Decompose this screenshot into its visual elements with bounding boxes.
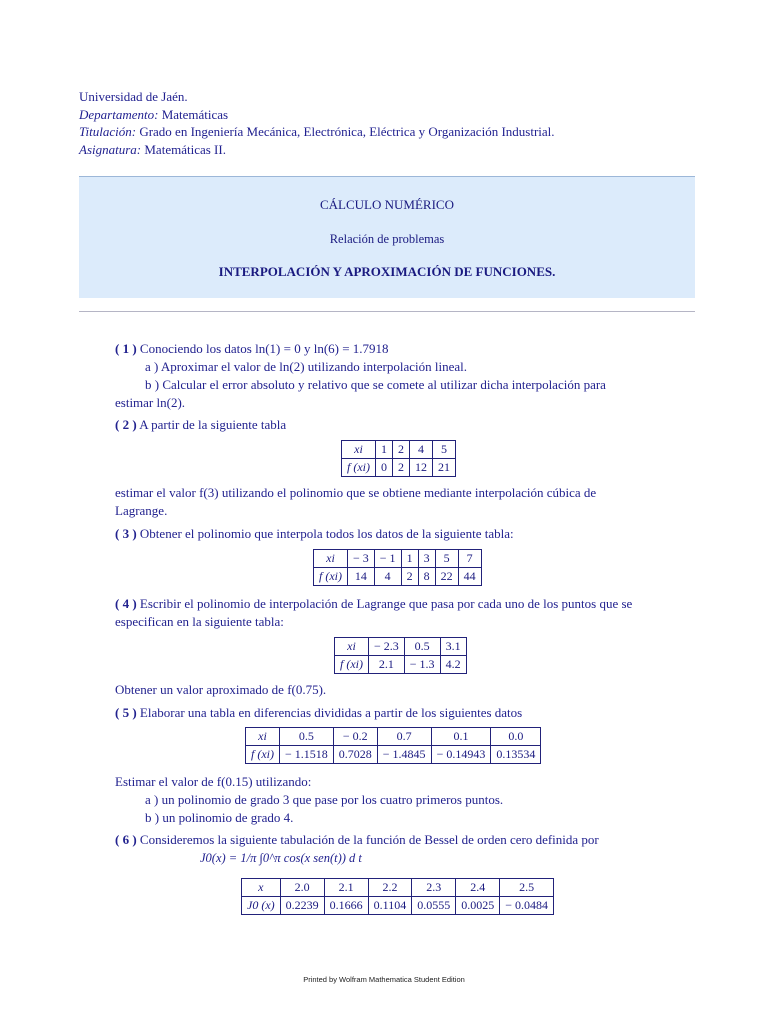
- cell-x-5: 2.5: [500, 879, 554, 897]
- subject-label: Asignatura:: [79, 141, 142, 157]
- cell-x-2: 0.7: [377, 728, 431, 746]
- cell-x-2: 1: [401, 550, 418, 568]
- degree-value: Grado en Ingeniería Mecánica, Electrónica, Eléctrica y Organización Industrial.: [139, 124, 555, 139]
- cell-f-0: − 1.1518: [280, 746, 334, 764]
- table-row: [342, 459, 456, 477]
- cell-x-2: 2.2: [368, 879, 412, 897]
- row-header-x: x: [242, 879, 281, 897]
- banner-topic: INTERPOLACIÓN Y APROXIMACIÓN DE FUNCIONES.: [218, 264, 556, 279]
- problem-5-text: Elaborar una tabla en diferencias divididas a partir de los siguientes datos: [136, 705, 523, 720]
- table-row: [242, 897, 554, 915]
- problem-6-number: ( 6 ): [115, 832, 137, 847]
- problem-4-after-text: Obtener un valor aproximado de f(0.75).: [115, 682, 327, 697]
- row-header-f: f (xi): [314, 568, 348, 586]
- cell-x-4: 0.0: [491, 728, 541, 746]
- cell-x-3: 0.1: [431, 728, 491, 746]
- problem-2-text: A partir de la siguiente tabla: [136, 417, 287, 432]
- table-problem-2: [341, 440, 456, 477]
- cell-x-1: − 1: [374, 550, 401, 568]
- cell-x-2: 4: [410, 441, 433, 459]
- problem-1: [115, 340, 660, 412]
- cell-f-0: 0.2239: [280, 897, 324, 915]
- problem-4-text: Escribir el polinomio de interpolación de Lagrange que pasa por cada uno de los puntos que se: [136, 596, 633, 611]
- university-line: Universidad de Jaén.: [79, 89, 188, 104]
- problem-5: [115, 704, 660, 722]
- row-header-x: xi: [335, 638, 369, 656]
- cell-x-0: − 2.3: [369, 638, 405, 656]
- cell-x-4: 5: [435, 550, 458, 568]
- cell-x-1: 0.5: [404, 638, 440, 656]
- problem-1-part-b: b ) Calcular el error absoluto y relativo que se comete al utilizar dicha interpolación para: [145, 377, 606, 392]
- table-row: [246, 746, 541, 764]
- problem-4-number: ( 4 ): [115, 596, 137, 611]
- problem-1-part-a: a ) Aproximar el valor de ln(2) utilizando interpolación lineal.: [145, 359, 468, 374]
- cell-f-1: 0.1666: [324, 897, 368, 915]
- table-problem-6: [241, 878, 554, 915]
- problem-5-part-a: a ) un polinomio de grado 3 que pase por los cuatro primeros puntos.: [145, 792, 504, 807]
- cell-x-1: 2.1: [324, 879, 368, 897]
- cell-x-4: 2.4: [456, 879, 500, 897]
- divider: [79, 311, 695, 312]
- cell-x-0: 2.0: [280, 879, 324, 897]
- problem-2-after-1: estimar el valor f(3) utilizando el polinomio que se obtiene mediante interpolación cúbica de: [115, 485, 597, 500]
- cell-f-2: − 1.4845: [377, 746, 431, 764]
- banner-subtitle: Relación de problemas: [329, 232, 445, 246]
- table-row: [335, 656, 467, 674]
- problem-6-text: Consideremos la siguiente tabulación de la función de Bessel de orden cero definida por: [136, 832, 599, 847]
- problem-2-number: ( 2 ): [115, 417, 137, 432]
- bessel-formula: J0(x) = 1/π ∫0^π cos(x sen(t)) d t: [200, 851, 362, 865]
- problem-4-text-2: especifican en la siguiente tabla:: [115, 614, 284, 629]
- table-row: [242, 879, 554, 897]
- cell-f-2: 12: [410, 459, 433, 477]
- degree-label: Titulación:: [79, 124, 137, 139]
- problem-1-part-b-cont: estimar ln(2).: [115, 395, 186, 410]
- cell-x-3: 5: [433, 441, 456, 459]
- cell-f-1: − 1.3: [404, 656, 440, 674]
- cell-f-4: 0.0025: [456, 897, 500, 915]
- cell-x-2: 3.1: [440, 638, 466, 656]
- problem-5-part-b: b ) un polinomio de grado 4.: [145, 810, 294, 825]
- row-header-x: xi: [246, 728, 280, 746]
- cell-f-5: − 0.0484: [500, 897, 554, 915]
- cell-f-3: 0.0555: [412, 897, 456, 915]
- cell-x-1: − 0.2: [333, 728, 377, 746]
- cell-f-2: 0.1104: [368, 897, 412, 915]
- title-banner: [79, 176, 695, 298]
- table-problem-4: [334, 637, 467, 674]
- row-header-f: f (xi): [342, 459, 376, 477]
- table-row: [335, 638, 467, 656]
- problem-2-after: [115, 484, 660, 520]
- table-row: [342, 441, 456, 459]
- cell-x-3: 2.3: [412, 879, 456, 897]
- table-row: [314, 568, 482, 586]
- cell-f-3: 21: [433, 459, 456, 477]
- row-header-f: f (xi): [246, 746, 280, 764]
- cell-f-4: 0.13534: [491, 746, 541, 764]
- problem-6: [115, 831, 660, 849]
- cell-f-5: 44: [458, 568, 481, 586]
- row-header-x: xi: [342, 441, 376, 459]
- problem-1-text: Conociendo los datos ln(1) = 0 y ln(6) = 1.7918: [136, 341, 389, 356]
- cell-f-1: 0.7028: [333, 746, 377, 764]
- table-problem-5: [245, 727, 541, 764]
- cell-f-1: 4: [374, 568, 401, 586]
- cell-f-0: 14: [348, 568, 375, 586]
- table-row: [314, 550, 482, 568]
- table-row: [246, 728, 541, 746]
- problem-4: [115, 595, 660, 631]
- row-header-f: f (xi): [335, 656, 369, 674]
- cell-f-0: 2.1: [369, 656, 405, 674]
- problem-3-number: ( 3 ): [115, 526, 137, 541]
- department-label: Departamento:: [79, 106, 159, 122]
- cell-f-0: 0: [376, 459, 393, 477]
- cell-x-0: 0.5: [280, 728, 334, 746]
- department-value: Matemáticas: [161, 106, 229, 122]
- cell-f-2: 4.2: [440, 656, 466, 674]
- table-problem-3: [313, 549, 482, 586]
- problem-5-after-text: Estimar el valor de f(0.15) utilizando:: [115, 774, 312, 789]
- cell-x-1: 2: [393, 441, 410, 459]
- cell-f-1: 2: [393, 459, 410, 477]
- degree-line: [79, 123, 555, 141]
- problem-5-number: ( 5 ): [115, 705, 137, 720]
- row-header-x: xi: [314, 550, 348, 568]
- problem-4-after: [115, 681, 660, 699]
- cell-x-3: 3: [418, 550, 435, 568]
- cell-f-3: − 0.14943: [431, 746, 491, 764]
- cell-f-2: 2: [401, 568, 418, 586]
- problem-5-after: [115, 773, 660, 827]
- problem-3: [115, 525, 660, 543]
- problem-2: [115, 416, 660, 434]
- problem-1-number: ( 1 ): [115, 341, 137, 356]
- print-footer: Printed by Wolfram Mathematica Student Edition: [303, 975, 465, 984]
- banner-title: CÁLCULO NUMÉRICO: [320, 197, 454, 212]
- problem-3-text: Obtener el polinomio que interpola todos los datos de la siguiente tabla:: [136, 526, 514, 541]
- cell-x-0: − 3: [348, 550, 375, 568]
- subject-value: Matemáticas II.: [144, 141, 226, 157]
- cell-f-4: 22: [435, 568, 458, 586]
- cell-x-0: 1: [376, 441, 393, 459]
- subject-line: [79, 141, 555, 159]
- document-header: [79, 88, 555, 158]
- department-line: [79, 106, 555, 124]
- problem-2-after-2: Lagrange.: [115, 503, 168, 518]
- row-header-f: J0 (x): [242, 897, 281, 915]
- cell-f-3: 8: [418, 568, 435, 586]
- cell-x-5: 7: [458, 550, 481, 568]
